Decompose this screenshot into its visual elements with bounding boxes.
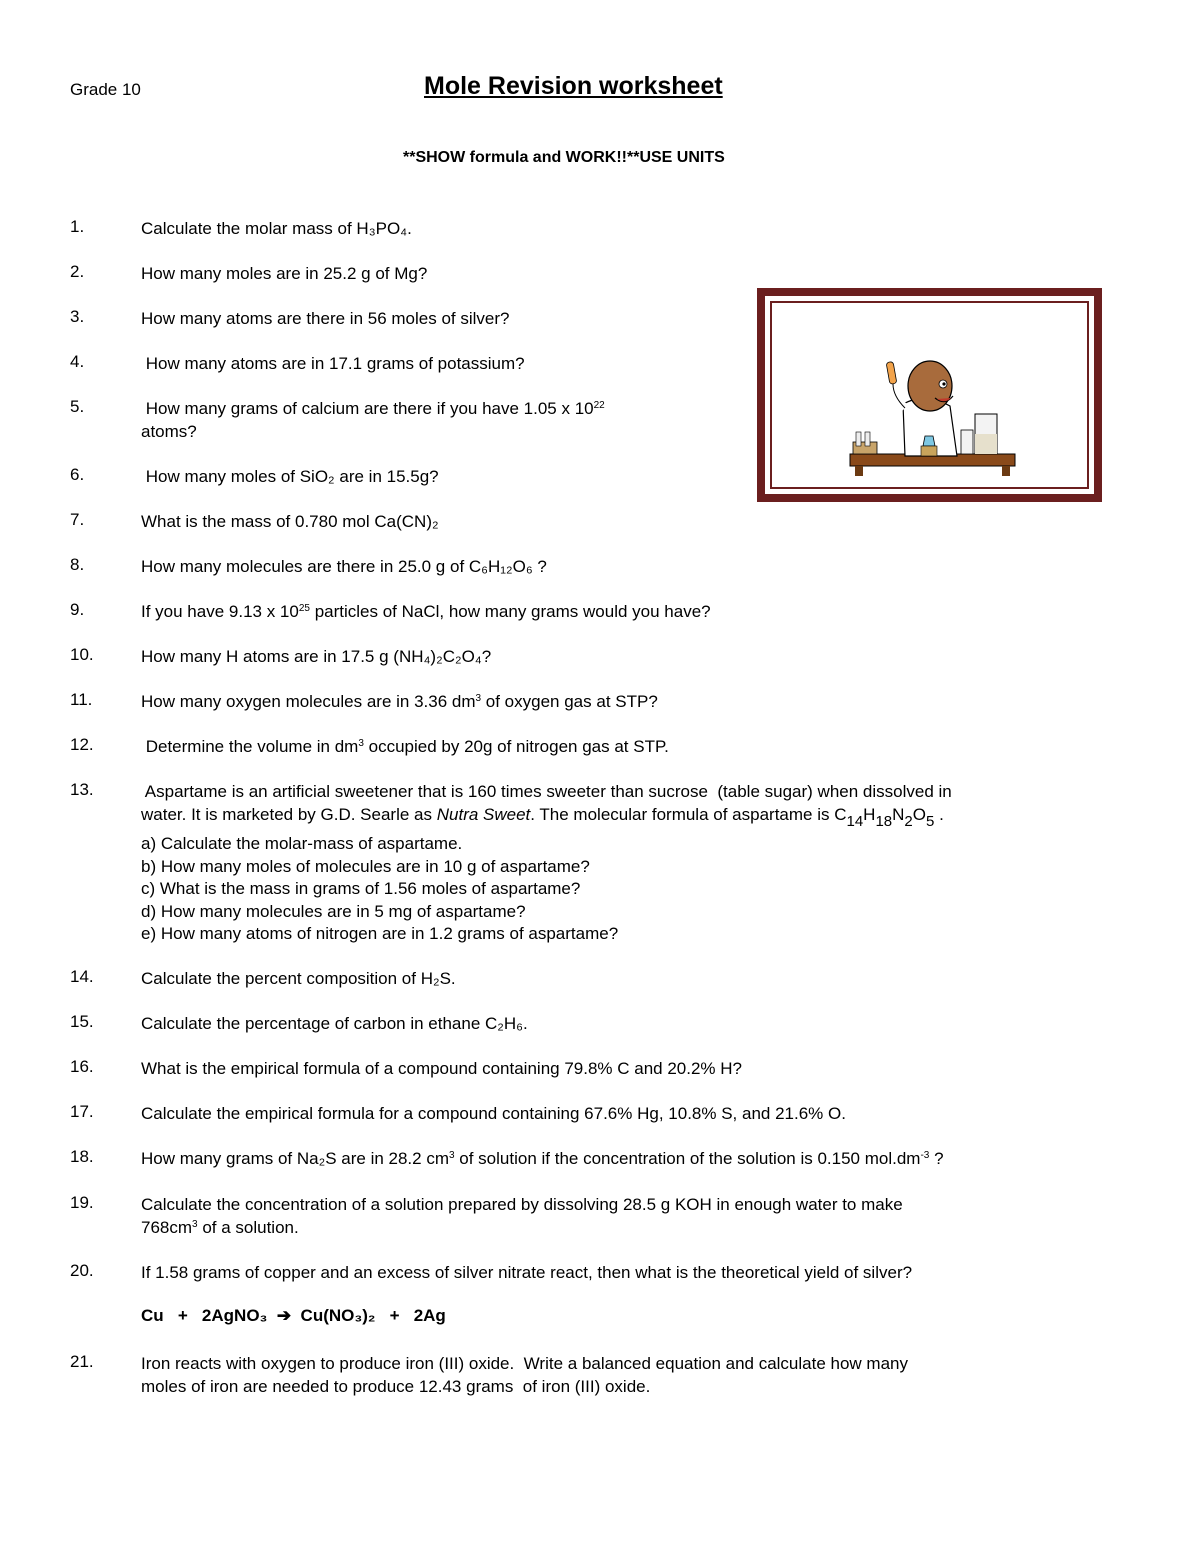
question-number: 5. (70, 397, 85, 416)
question-text: Calculate the empirical formula for a compound containing 67.6% Hg, 10.8% S, and 21.6% O. (141, 1104, 846, 1123)
question-number: 8. (70, 555, 85, 574)
question-number: 15. (70, 1012, 94, 1031)
chemical-equation: Cu + 2AgNO₃ ➔ Cu(NO₃)₂ + 2Ag (141, 1306, 446, 1325)
sub-question: b) How many moles of molecules are in 10 g of aspartame? (141, 857, 590, 876)
grade-label: Grade 10 (70, 80, 141, 99)
mole-scientist-illustration (765, 296, 1094, 494)
sub-question: a) Calculate the molar-mass of aspartame. (141, 834, 463, 853)
question-text: Iron reacts with oxygen to produce iron (III) oxide. Write a balanced equation and calculate how many (141, 1354, 909, 1373)
question-number: 18. (70, 1147, 94, 1166)
question-number: 19. (70, 1193, 94, 1212)
question-text: If 1.58 grams of copper and an excess of silver nitrate react, then what is the theoretical yield of silver? (141, 1263, 913, 1282)
question-number: 11. (70, 690, 93, 709)
sub-question: c) What is the mass in grams of 1.56 moles of aspartame? (141, 879, 581, 898)
question-text: How many molecules are there in 25.0 g of C₆H₁₂O₆ ? (141, 557, 547, 576)
question-text: If you have 9.13 x $10^{25}$ particles of NaCl, how many grams would you have? (141, 602, 711, 621)
question-number: 4. (70, 352, 85, 371)
question-text: How many grams of calcium are there if you have 1.05 x $10^{22}$ atoms? (141, 399, 605, 441)
question-number: 6. (70, 465, 85, 484)
question-text-line2: $768cm^3$ of a solution. (141, 1218, 299, 1237)
question-text-line2: moles of iron are needed to produce 12.43 grams of iron (III) oxide. (141, 1377, 651, 1396)
page-title: Mole Revision worksheet (424, 72, 723, 100)
question-number: 9. (70, 600, 85, 619)
illustration-frame (757, 288, 1102, 502)
sub-question: d) How many molecules are in 5 mg of aspartame? (141, 902, 526, 921)
question-text: Calculate the percentage of carbon in ethane C₂H₆. (141, 1014, 528, 1033)
question-text: What is the empirical formula of a compound containing 79.8% C and 20.2% H? (141, 1059, 742, 1078)
question-text: Calculate the concentration of a solution prepared by dissolving 28.5 g KOH in enough water to make (141, 1195, 903, 1214)
question-text: How many atoms are in 17.1 grams of potassium? (141, 354, 525, 373)
instruction-text: **SHOW formula and WORK!!**USE UNITS (403, 149, 725, 166)
question-number: 17. (70, 1102, 94, 1121)
question-text: How many atoms are there in 56 moles of silver? (141, 309, 510, 328)
question-number: 16. (70, 1057, 94, 1076)
question-text: How many moles are in 25.2 g of Mg? (141, 264, 428, 283)
question-number: 2. (70, 262, 85, 281)
question-text: Calculate the molar mass of H₃PO₄. (141, 219, 412, 238)
question-number: 3. (70, 307, 85, 326)
question-number: 20. (70, 1261, 94, 1280)
question-text: Calculate the percent composition of H₂S. (141, 969, 456, 988)
question-number: 1. (70, 217, 85, 236)
question-text: How many moles of SiO₂ are in 15.5g? (141, 467, 439, 486)
question-text: Aspartame is an artificial sweetener that is 160 times sweeter than sucrose (table sugar) when dissolved in (141, 782, 952, 801)
question-text: Determine the volume in $dm^3$ occupied by 20g of nitrogen gas at STP. (141, 737, 669, 756)
question-number: 14. (70, 967, 94, 986)
question-text: How many grams of Na₂S are in 28.2 $cm^3$ of solution if the concentration of the solution is 0.150 $mol.dm^{-3}$ ? (141, 1149, 944, 1168)
question-number: 12. (70, 735, 94, 754)
question-number: 10. (70, 645, 94, 664)
question-text: How many H atoms are in 17.5 g (NH₄)₂C₂O₄? (141, 647, 492, 666)
question-number: 7. (70, 510, 85, 529)
sub-question: e) How many atoms of nitrogen are in 1.2 grams of aspartame? (141, 924, 619, 943)
question-number: 13. (70, 780, 94, 799)
question-text-line2: water. It is marketed by G.D. Searle as Nutra Sweet. The molecular formula of aspartame is C14H18N2O5 . (141, 805, 944, 830)
question-number: 21. (70, 1352, 94, 1371)
question-text: How many oxygen molecules are in 3.36 $dm^3$ of oxygen gas at STP? (141, 692, 658, 711)
question-text: What is the mass of 0.780 mol Ca(CN)₂ (141, 512, 439, 531)
